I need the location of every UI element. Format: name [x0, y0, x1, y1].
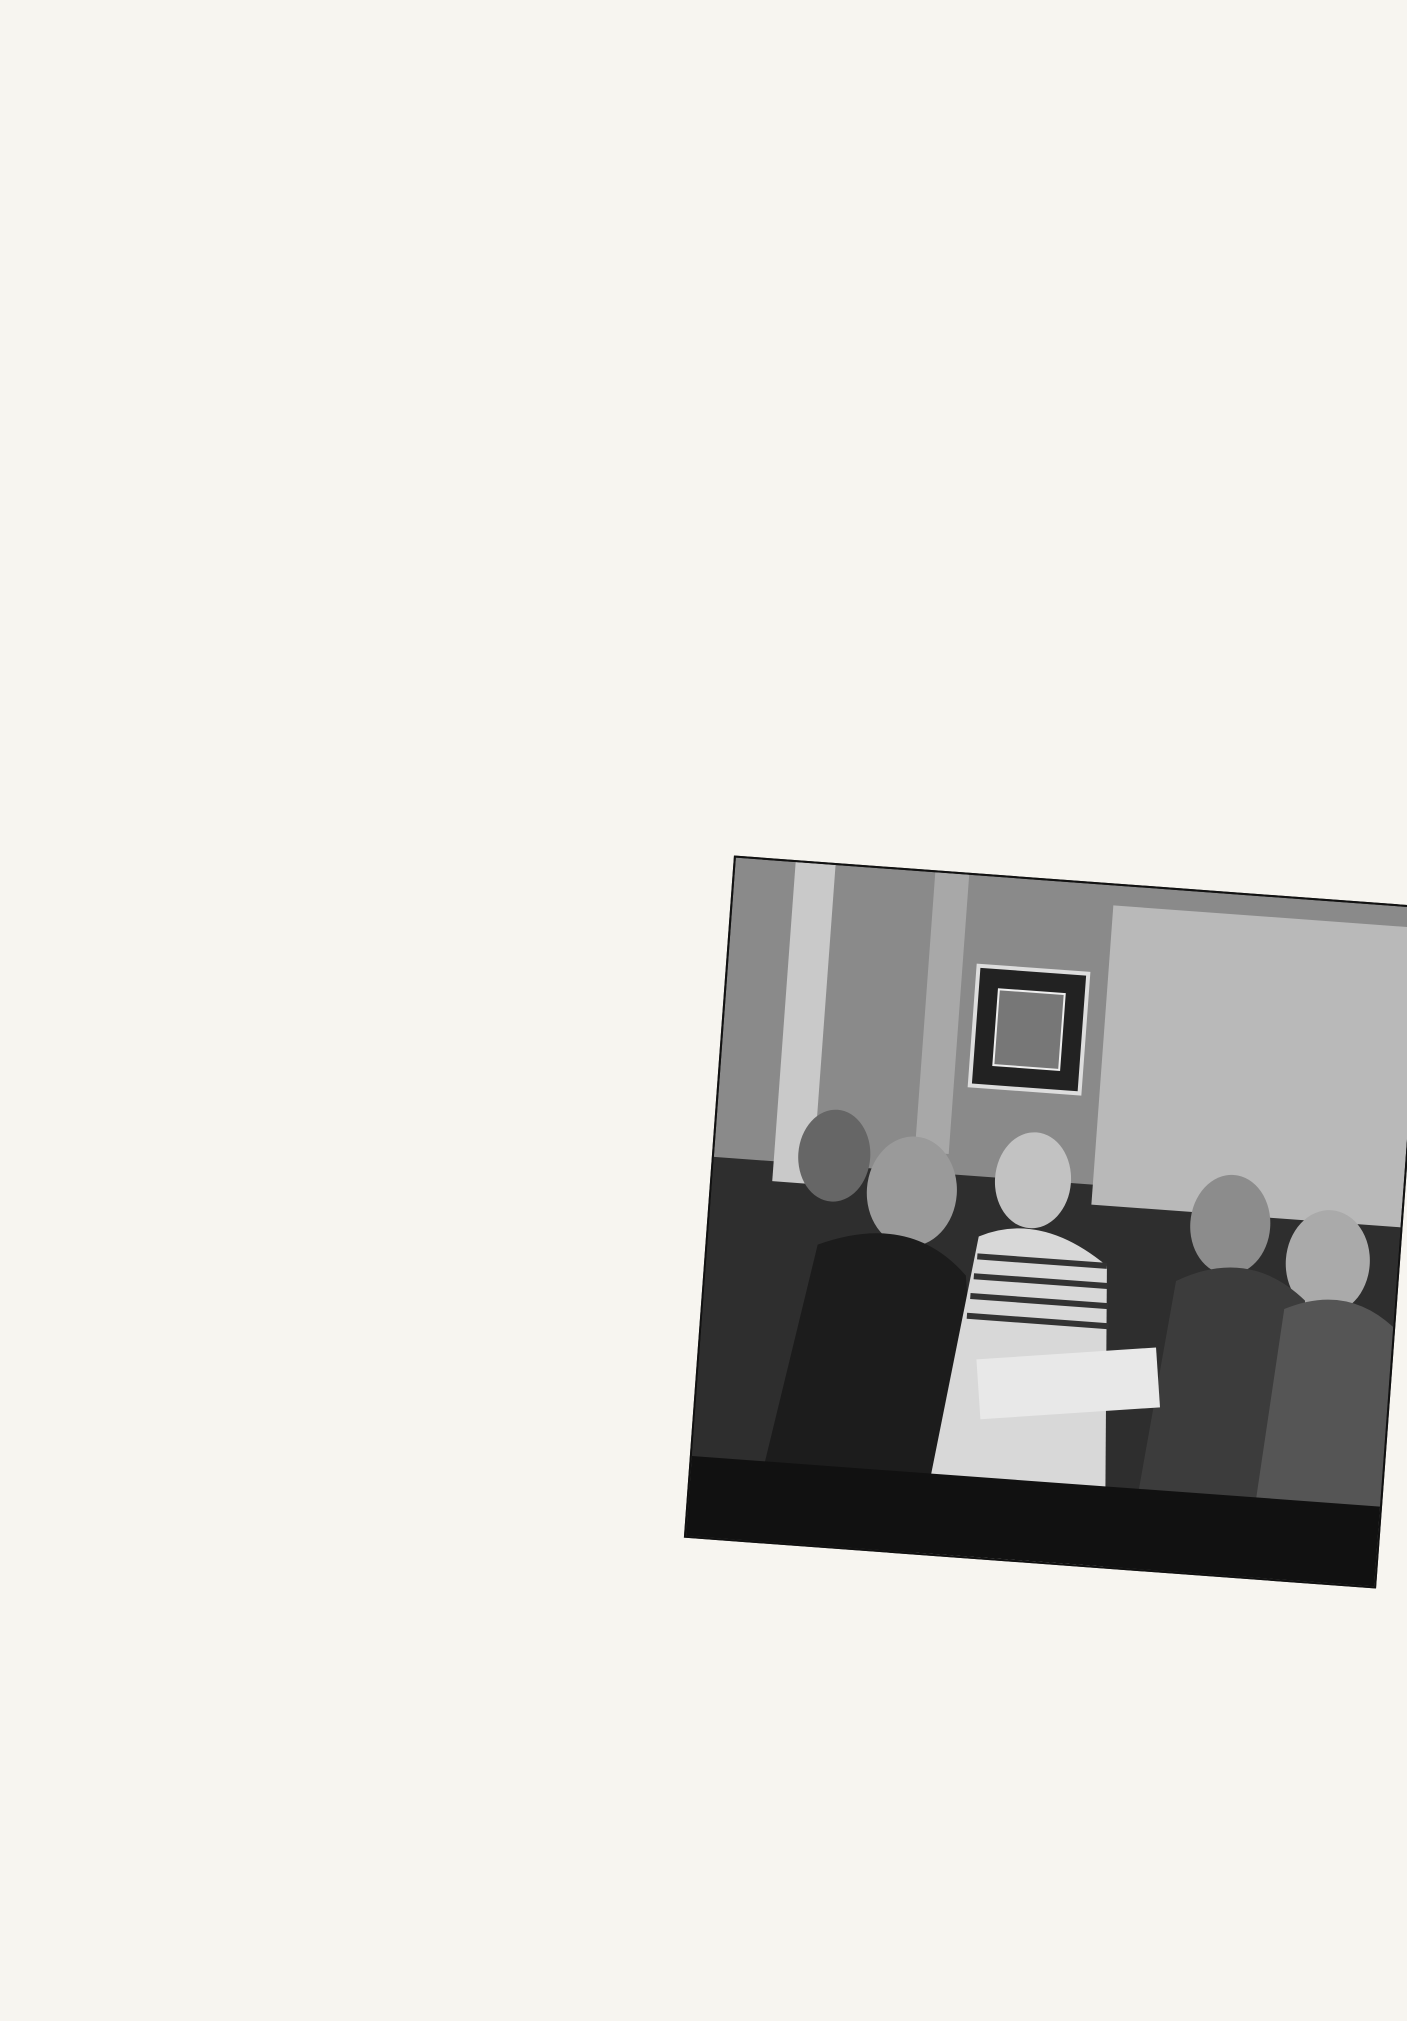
page-footer — [1393, 1996, 1403, 2014]
band-photo — [684, 856, 1407, 1589]
band-photo-image — [686, 858, 1407, 1587]
